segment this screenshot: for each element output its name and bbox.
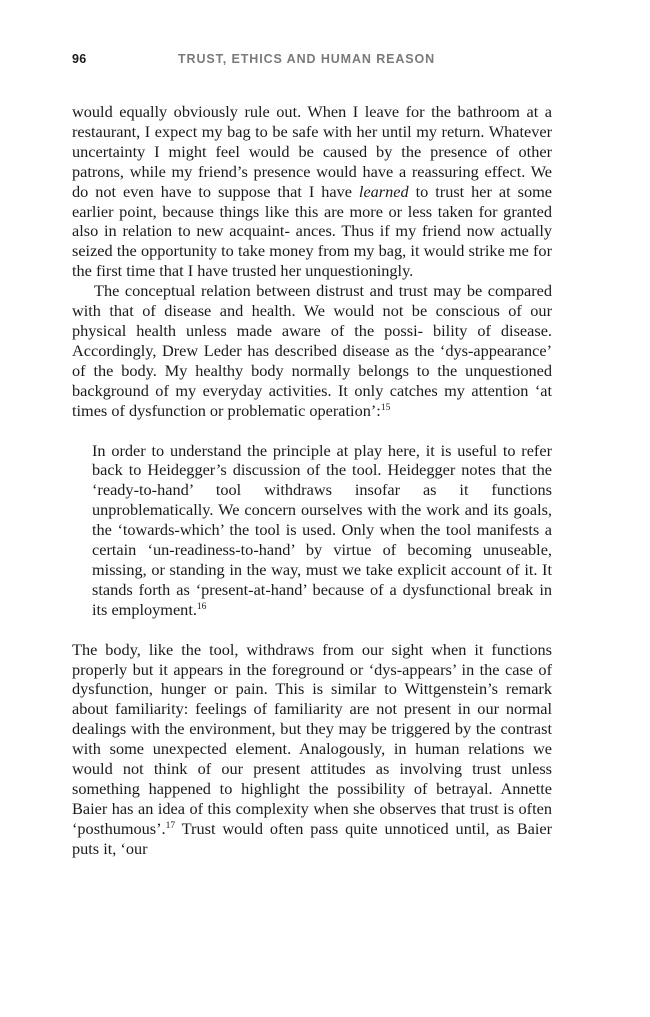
footnote-ref: 15 bbox=[380, 402, 391, 413]
book-page bbox=[72, 52, 552, 859]
page-number: 96 bbox=[72, 52, 87, 66]
footnote-ref: 16 bbox=[196, 601, 207, 612]
paragraph-text: to trust her at some earlier point, because things like this are more or less taken for granted also in relation to new acquaint- ances. Thus if my friend now actually seized the opportunity to take money from my bag, it would strike me for the first time that I have trusted her unquestioningly. bbox=[72, 181, 552, 281]
paragraph-text: would equally obviously rule out. When I leave for the bathroom at a restaurant, I expect my bag to be safe with her until my return. Whatever uncertainty I might feel would be caused by the presence of other patrons, while my friend’s presence would have a reassuring effect. We do not even have to suppose that I have bbox=[72, 102, 552, 201]
body-text bbox=[72, 102, 552, 859]
running-title: TRUST, ETHICS AND HUMAN REASON bbox=[178, 52, 436, 66]
footnote-ref: 17 bbox=[165, 820, 176, 831]
paragraph-text: The conceptual relation between distrust and trust may be compared with that of disease and health. We would not be conscious of our physical health unless made aware of the possi- bility of disease. Accordingly, Drew Leder has described disease as the ‘dys-appearance’ of the body. My healthy body normally belongs to the unquestioned background of my everyday activities. It only catches my attention ‘at times of dysfunction or problematic operation’: bbox=[72, 281, 552, 420]
quote-text: In order to understand the principle at play here, it is useful to refer back to Heidegger’s discussion of the tool. Heidegger notes that the ‘ready-to-hand’ tool withdraws insofar as it functions unproblematically. We concern ourselves with the work and its goals, the ‘towards-which’ the tool is used. Only when the tool manifests a certain ‘un-readiness-to-hand’ by virtue of becoming unuseable, missing, or standing in the way, must we take explicit account of it. It stands forth as ‘present-at-hand’ because of a dysfunctional break in its employment. bbox=[92, 440, 552, 619]
running-head bbox=[72, 52, 552, 72]
paragraph bbox=[72, 281, 552, 420]
paragraph-text: Trust would often pass quite unnoticed until, as Baier puts it, ‘our bbox=[72, 818, 552, 858]
italic-word: learned bbox=[358, 181, 409, 201]
paragraph-continuation bbox=[72, 102, 552, 281]
paragraph-text: The body, like the tool, withdraws from our sight when it functions properly but it appears in the foreground or ‘dys-appears’ in the case of dysfunction, hunger or pain. This is similar to Wittgenstein’s remark about familiarity: feelings of familiarity are not present in our normal dealings with the environment, but they may be triggered by the contrast with some unexpected element. Analogously, in human relations we would not think of our present attitudes as involving trust unless something happened to highlight the possibility of betrayal. Annette Baier has an idea of this complexity when she observes that trust is often ‘posthumous’. bbox=[72, 639, 552, 838]
paragraph bbox=[72, 640, 552, 859]
block-quote bbox=[92, 441, 552, 620]
